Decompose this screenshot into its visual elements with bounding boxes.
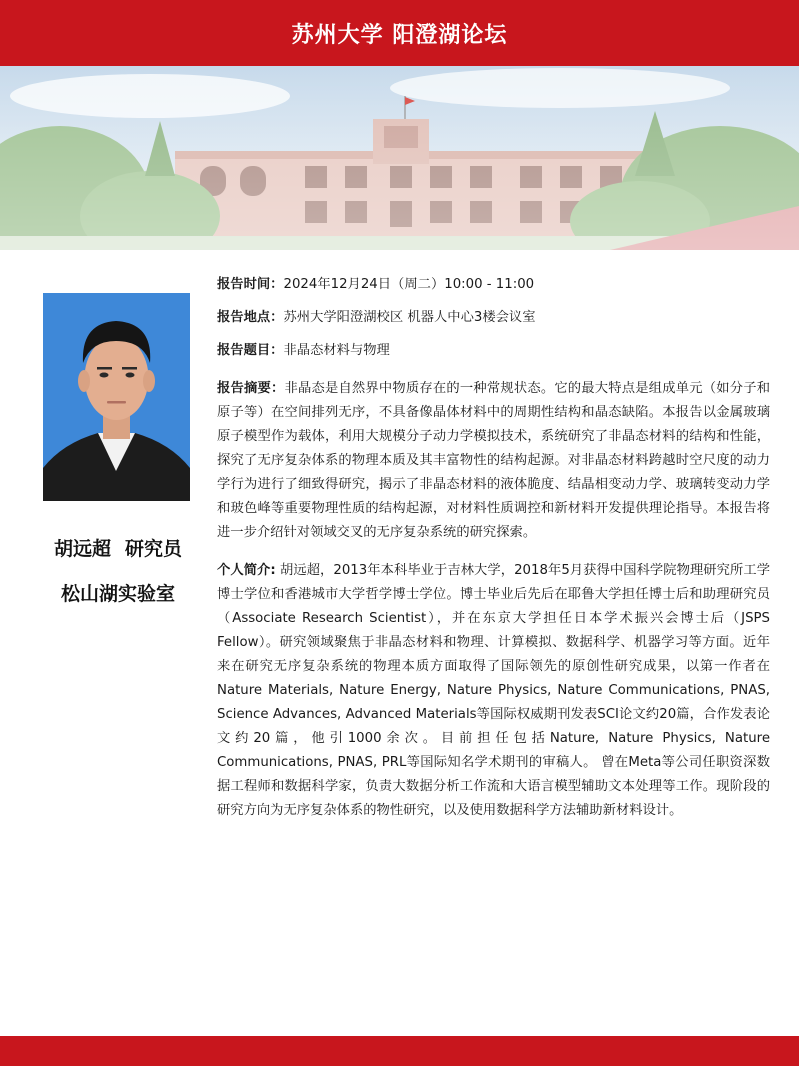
speaker-bio-label: 个人简介: [217,563,276,578]
campus-banner-image [0,66,799,250]
talk-abstract-text: 非晶态是自然界中物质存在的一种常规状态。它的最大特点是组成单元（如分子和原子等）在空间排列无序，不具备像晶体材料中的周期性结构和晶态缺陷。本报告以金属玻璃原子模型作为载体，利用大规模分子动力学模拟技术，系统研究了非晶态材料的结构和性能，探究了无序复杂体系的物理本质及其丰富物性的结构起源。对非晶态材料跨越时空尺度的动力学行为进行了细致得研究，揭示了非晶态材料的液体脆度、结晶相变动力学、玻璃转变动力学和玻色峰等重要物理性质的结构起源，对材料性质调控和新材料开发提供理论指导。本报告将进一步介绍针对领域交叉的无序复杂系统的研究探索。 [217,381,771,540]
footer-bar [0,1036,799,1066]
speaker-bio [217,559,770,823]
talk-details [217,273,770,823]
talk-time-value: 2024年12月24日（周二）10:00 - 11:00 [283,277,535,292]
talk-topic [217,339,770,363]
talk-abstract [217,377,770,545]
speaker-affiliation: 松山湖实验室 [60,583,175,605]
speaker-photo [43,293,190,501]
talk-place [217,306,770,330]
speaker-title: 研究员 [125,538,183,560]
talk-abstract-label: 报告摘要： [217,381,285,396]
talk-time [217,273,770,297]
talk-place-value: 苏州大学阳澄湖校区 机器人中心3楼会议室 [283,310,536,325]
speaker-name: 胡远超 [53,538,111,560]
talk-time-label: 报告时间： [217,277,284,292]
header-bar [0,0,799,66]
talk-topic-label: 报告题目： [217,343,284,358]
talk-place-label: 报告地点： [217,310,284,325]
talk-topic-value: 非晶态材料与物理 [283,343,390,358]
speaker-name-title [20,534,216,561]
page-title: 苏州大学 阳澄湖论坛 [291,22,508,48]
speaker-bio-text: 胡远超，2013年本科毕业于吉林大学，2018年5月获得中国科学院物理研究所工学博士学位和香港城市大学哲学博士学位。博士毕业后先后在耶鲁大学担任博士后和助理研究员（Associate Research Scientist），并在东京大学担任日本学术振兴会博士后（JSPS Fellow）。研究领域聚焦于非晶态材料和物理、计算模拟、数据科学、机器学习等方面。近年来在研究无序复杂系统的物理本质方面取得了国际领先的原创性研究成果，以第一作者在Nature Materials, Nature Energy, Nature Physics, Nature Communications, PNAS, Science Advances, Advanced Materials等国际权威期刊发表SCI论文约20篇，合作发表论文约20篇，他引1000余次。目前担任包括Nature, Nature Physics, Nature Communications, PNAS, PRL等国际知名学术期刊的审稿人。 曾在Meta等公司任职资深数据工程师和数据科学家，负责大数据分析工作流和大语言模型辅助文本处理等工作。现阶段的研究方向为无序复杂体系的物性研究，以及使用数据科学方法辅助新材料设计。 [217,563,770,818]
